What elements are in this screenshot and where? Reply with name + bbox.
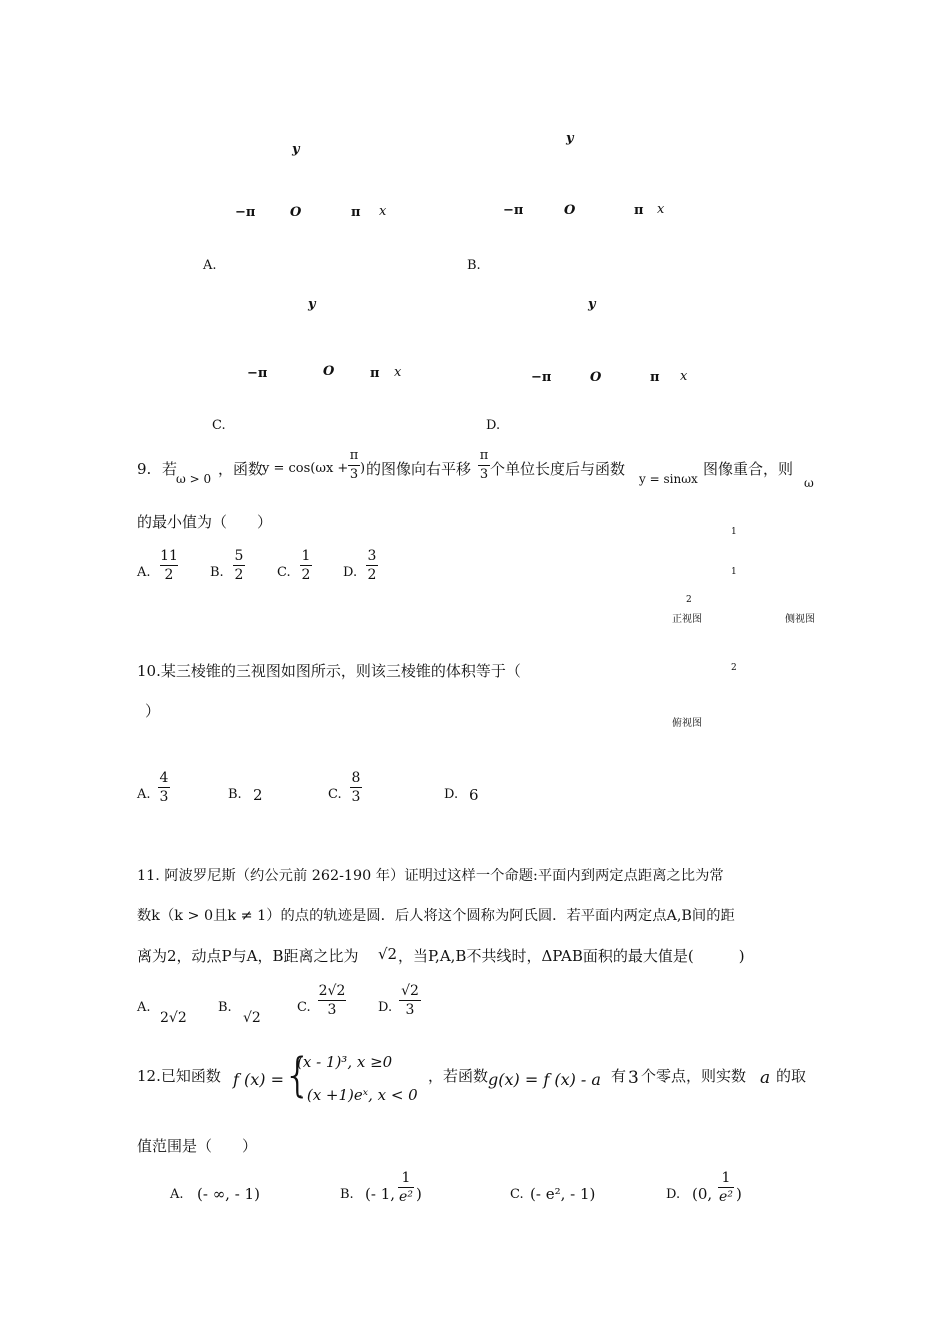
graph-c-option-label: C.: [212, 418, 226, 433]
q9-pi-over-3-b: π 3: [479, 448, 489, 482]
front-dim-1a: 1: [731, 527, 737, 537]
graph-d-option-label: D.: [486, 418, 501, 433]
q12-mid1: ，若函数: [428, 1067, 489, 1085]
q9-ruo: 若: [162, 460, 178, 478]
graph-a-x-label: x: [379, 204, 387, 219]
q9-number: 9.: [137, 460, 152, 478]
q10-option-b-value: 2: [253, 786, 263, 804]
q11-option-a-label: A.: [137, 1000, 151, 1015]
q12-option-b-post: ): [416, 1185, 422, 1203]
q11-option-a-value: 2√2: [160, 1010, 187, 1026]
q12-option-c-label: C.: [510, 1187, 524, 1202]
q12-option-a-value: (- ∞, - 1): [197, 1185, 260, 1203]
q12-option-b-frac: 1 e²: [399, 1170, 413, 1205]
top-dim-2: 2: [731, 663, 737, 673]
q11-option-d-value: √2 3: [399, 983, 421, 1018]
q12-option-b-label: B.: [340, 1187, 354, 1202]
graph-a-y-label: y: [292, 142, 300, 157]
q12-option-c-value: (- e², - 1): [530, 1185, 596, 1203]
q9-y-cos: y = cos(ωx +: [262, 461, 349, 476]
q12-option-d-post: ): [736, 1185, 742, 1203]
q9-text3: 图像重合，则: [703, 460, 794, 478]
q12-gx: g(x) = f (x) - a: [488, 1070, 601, 1089]
q9-option-a-value: 11 2: [160, 548, 178, 583]
top-view-label: 俯视图: [672, 718, 702, 729]
q9-option-b-label: B.: [210, 565, 224, 580]
graph-d-neg-pi: −π: [531, 370, 552, 385]
q12-three: 3: [628, 1068, 639, 1088]
graph-b-pi: π: [634, 203, 644, 218]
q10-option-b-label: B.: [228, 787, 242, 802]
graph-c-origin: O: [323, 364, 335, 379]
q12-option-d-label: D.: [666, 1187, 681, 1202]
q9-text2: 个单位长度后与函数: [490, 460, 626, 478]
q9-line2: 的最小值为（ ）: [137, 513, 273, 531]
q11-option-d-label: D.: [378, 1000, 393, 1015]
q10-option-a-label: A.: [137, 787, 151, 802]
q11-line2: 数k（k > 0且k ≠ 1）的点的轨迹是圆．后人将这个圆称为阿氏圆．若平面内两定点A,B间的距: [137, 908, 735, 924]
graph-a-origin: O: [290, 205, 302, 220]
q11-line3-a: 离为2，动点P与A，B距离之比为: [137, 947, 359, 965]
graph-c-y-label: y: [308, 297, 316, 312]
q11-line3-sqrt: √2: [378, 945, 398, 963]
q9-comma-hanshu: ，函数: [218, 460, 264, 478]
graph-c-pi: π: [370, 366, 380, 381]
q12-option-d-pre: (0,: [692, 1185, 713, 1203]
q9-option-d-value: 3 2: [367, 548, 377, 583]
q10-line2: ）: [145, 702, 161, 720]
q9-omega: ω: [804, 476, 814, 490]
q9-option-d-label: D.: [343, 565, 358, 580]
q10-option-a-value: 4 3: [159, 770, 169, 805]
q12-a: a: [760, 1068, 771, 1088]
graph-b-y-label: y: [566, 131, 574, 146]
graph-b-neg-pi: −π: [503, 203, 524, 218]
q9-option-a-label: A.: [137, 565, 151, 580]
q9-close-paren: ): [360, 461, 366, 476]
q11-line3-b: ，当P,A,B不共线时，ΔPAB面积的最大值是( ): [398, 947, 745, 965]
graph-c-x-label: x: [394, 365, 402, 380]
q12-suffix: 的取: [776, 1067, 807, 1085]
graph-b-x-label: x: [657, 202, 665, 217]
graph-b-origin: O: [564, 203, 576, 218]
q10-line1: 10.某三棱锥的三视图如图所示，则该三棱锥的体积等于（: [137, 662, 521, 680]
q9-pi-over-3-a: π 3: [349, 448, 359, 482]
graph-d-origin: O: [590, 370, 602, 385]
q11-line1: 11. 阿波罗尼斯（约公元前 262-190 年）证明过这样一个命题:平面内到两定点距离之比为常: [137, 868, 724, 884]
graph-d-y-label: y: [588, 297, 596, 312]
q12-option-a-label: A.: [170, 1187, 184, 1202]
q9-option-c-value: 1 2: [301, 548, 311, 583]
q12-brace: {: [283, 1048, 313, 1102]
q9-omega-condition: ω > 0: [176, 472, 212, 486]
q9-text1: 的图像向右平移: [366, 460, 472, 478]
q10-option-c-value: 8 3: [351, 770, 361, 805]
q12-option-d-frac: 1 e²: [719, 1170, 733, 1205]
q12-option-b-pre: (- 1,: [365, 1185, 395, 1203]
q12-mid3: 个零点，则实数: [641, 1067, 747, 1085]
graph-b-option-label: B.: [467, 258, 481, 273]
q12-mid2: 有: [611, 1067, 627, 1085]
q12-prefix: 12.已知函数: [137, 1067, 221, 1085]
front-view-label: 正视图: [672, 614, 702, 625]
side-view-label: 侧视图: [785, 614, 815, 625]
graph-d-pi: π: [650, 370, 660, 385]
q11-option-b-label: B.: [218, 1000, 232, 1015]
graph-a-neg-pi: −π: [235, 205, 256, 220]
graph-a-pi: π: [351, 205, 361, 220]
q11-option-c-label: C.: [297, 1000, 311, 1015]
q12-line2: 值范围是（ ）: [137, 1137, 258, 1155]
q10-option-c-label: C.: [328, 787, 342, 802]
q9-option-c-label: C.: [277, 565, 291, 580]
graph-d-x-label: x: [680, 369, 688, 384]
q10-option-d-label: D.: [444, 787, 459, 802]
q9-y-sin: y = sinωx: [639, 472, 698, 486]
q12-fx: f (x) =: [233, 1070, 285, 1089]
q9-option-b-value: 5 2: [234, 548, 244, 583]
front-dim-1b: 1: [731, 567, 737, 577]
graph-c-neg-pi: −π: [247, 366, 268, 381]
front-dim-2: 2: [686, 595, 692, 605]
q10-option-d-value: 6: [469, 786, 479, 804]
q12-case2: - (x +1)eˣ, x < 0: [297, 1086, 418, 1104]
graph-a-option-label: A.: [203, 258, 217, 273]
q11-option-c-value: 2√2 3: [318, 983, 346, 1018]
q12-case1: (x - 1)³, x ≥0: [297, 1053, 393, 1071]
q11-option-b-value: √2: [243, 1010, 261, 1026]
